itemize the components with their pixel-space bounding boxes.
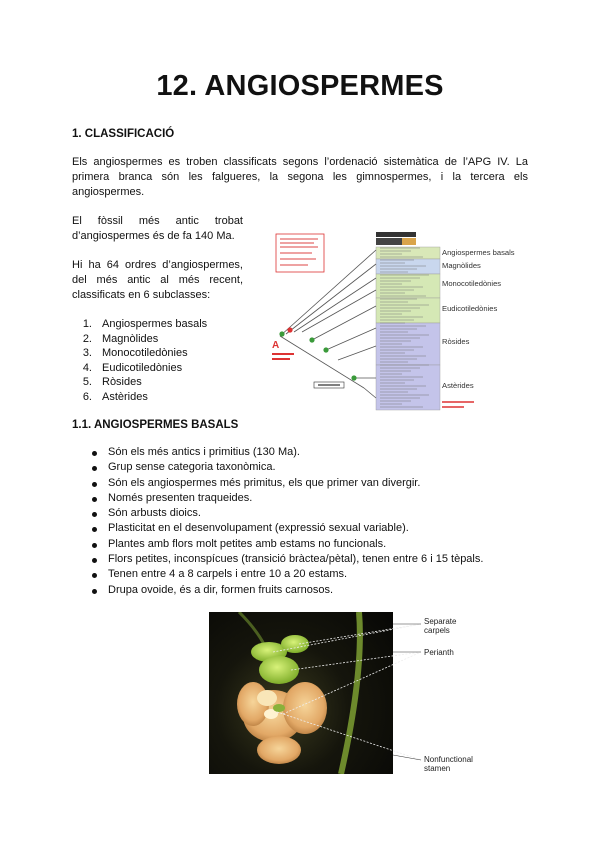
bullet-item: Són arbusts dioics. xyxy=(88,506,528,521)
label-stamen-line2: stamen xyxy=(424,764,451,773)
tree-label-rosid: Ròsides xyxy=(442,337,470,346)
node xyxy=(351,375,356,380)
label-carpels-line1: Separate xyxy=(424,617,457,626)
bullet-item: Són els més antics i primitius (130 Ma). xyxy=(88,445,528,460)
subclass-item xyxy=(72,361,252,376)
tree-label-basal: Angiospermes basals xyxy=(442,248,515,257)
node xyxy=(309,337,314,342)
bullet-item: Flors petites, inconspícues (transició bràctea/pètal), tenen entre 6 i 15 tèpals. xyxy=(88,552,528,567)
tree-label-magno: Magnòlides xyxy=(442,261,481,270)
orders-paragraph: Hi ha 64 ordres d’angiospermes, del més antic al més recent, classificats en 6 subclasses: xyxy=(72,259,243,301)
phylogeny-tree xyxy=(268,228,530,414)
label-stamen xyxy=(424,755,473,773)
subclass-number: 3. xyxy=(82,347,92,360)
section-heading-basals: 1.1. ANGIOSPERMES BASALS xyxy=(72,419,239,431)
bullet-list xyxy=(88,445,528,598)
subclass-label: Ròsides xyxy=(102,376,142,389)
subclass-label: Eudicotiledònies xyxy=(102,361,183,374)
label-stamen-line1: Nonfunctional xyxy=(424,755,473,764)
subclass-item xyxy=(72,346,252,361)
subclass-item xyxy=(72,332,252,347)
outgroup-bar xyxy=(402,238,416,245)
photo-annotations xyxy=(209,612,600,782)
panel-aster xyxy=(376,365,440,410)
subclass-number: 5. xyxy=(82,376,92,389)
subclass-item xyxy=(72,317,252,332)
label-perianth: Perianth xyxy=(424,648,454,657)
subclass-number: 6. xyxy=(82,390,92,403)
bullet-item: Drupa ovoide, és a dir, formen fruits carnosos. xyxy=(88,583,528,598)
subclass-number: 1. xyxy=(82,318,92,330)
outgroup-bar xyxy=(376,232,416,237)
panel-mono xyxy=(376,274,440,298)
subclass-number: 2. xyxy=(82,332,92,345)
subclass-label: Angiospermes basals xyxy=(102,318,208,330)
subclass-label: Astèrides xyxy=(102,390,148,403)
tree-marker: A xyxy=(272,340,280,351)
label-carpels-line2: carpels xyxy=(424,626,450,635)
bullet-item: Només presenten traqueides. xyxy=(88,491,528,506)
subclass-label: Monocotiledònies xyxy=(102,347,188,360)
tree-label-aster: Astèrides xyxy=(442,381,474,390)
page-title: 12. ANGIOSPERMES xyxy=(156,70,444,102)
section-heading-classificacio: 1. CLASSIFICACIÓ xyxy=(72,128,175,140)
intro-paragraph: Els angiospermes es troben classificats segons l’ordenació sistemàtica de l’APG IV. La primera branca són les falgueres, la segona les gimnospermes, i la tercera els angiospermes. xyxy=(72,156,528,198)
bullet-item: Grup sense categoria taxonòmica. xyxy=(88,460,528,475)
subclass-item xyxy=(72,375,252,390)
bullet-item: Plantes amb flors molt petites amb estams no funcionals. xyxy=(88,537,528,552)
bullet-item: Tenen entre 4 a 8 carpels i entre 10 a 20 estams. xyxy=(88,567,528,582)
tree-label-eudi: Eudicotiledònies xyxy=(442,304,498,313)
subclass-item xyxy=(72,390,252,405)
subclass-label: Magnòlides xyxy=(102,332,159,345)
bullet-item: Plasticitat en el desenvolupament (expressió sexual variable). xyxy=(88,521,528,536)
subclass-number: 4. xyxy=(82,361,92,374)
node xyxy=(279,331,284,336)
node xyxy=(287,327,292,332)
bullet-item: Són els angiospermes més primitus, els que primer van divergir. xyxy=(88,476,528,491)
label-carpels xyxy=(424,617,456,635)
node xyxy=(323,347,328,352)
tree-label-mono: Monocotiledònies xyxy=(442,279,502,288)
fossil-paragraph: El fòssil més antic trobat d’angiospermes és de fa 140 Ma. xyxy=(72,215,243,242)
phylogeny-figure xyxy=(268,228,530,414)
subclass-list xyxy=(72,317,252,405)
